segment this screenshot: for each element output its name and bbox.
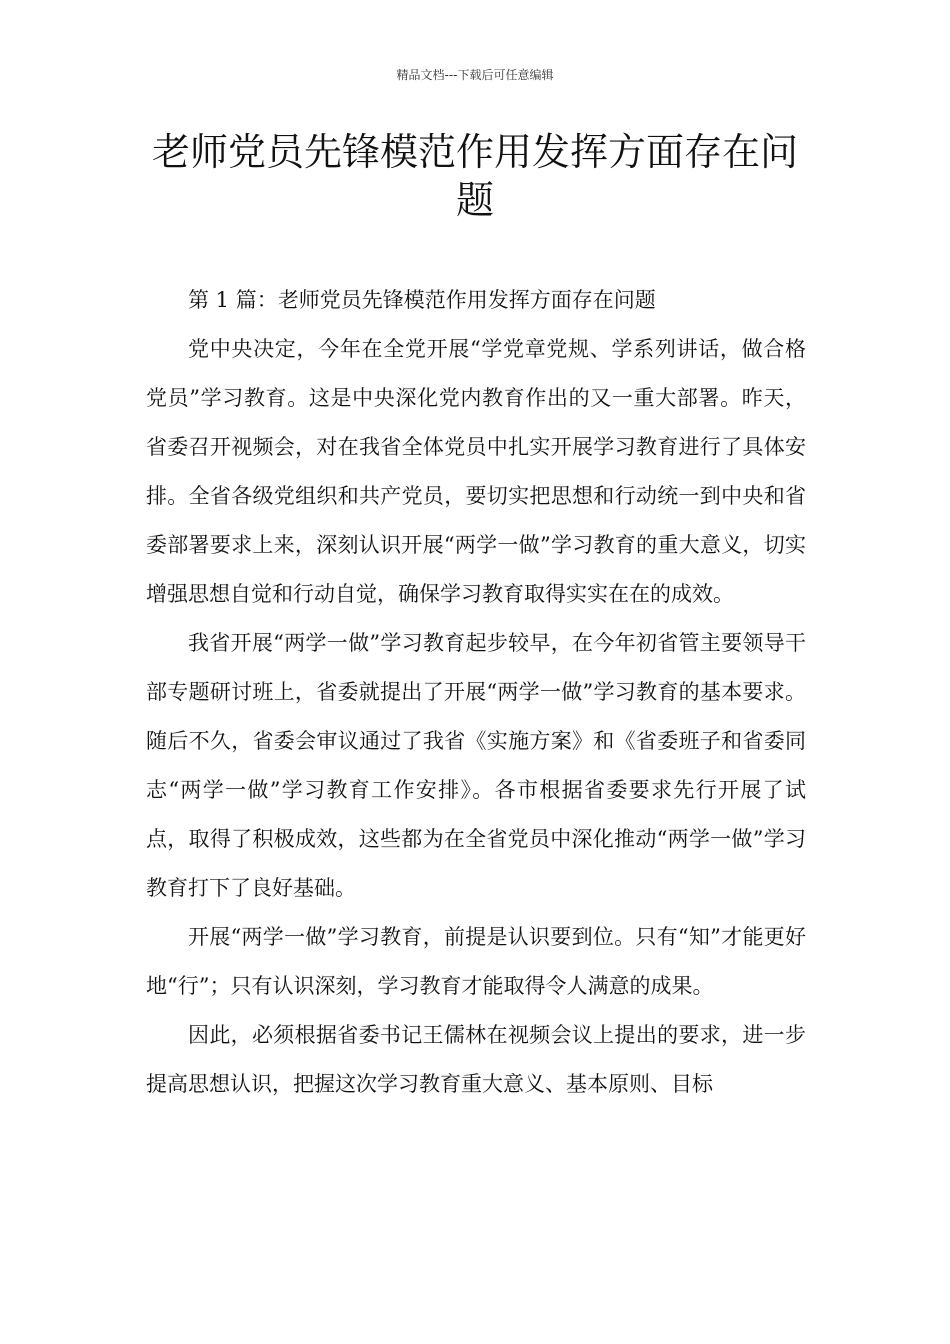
paragraph: 我省开展“两学一做”学习教育起步较早，在今年初省管主要领导干部专题研讨班上，省委就提出了开展“两学一做”学习教育的基本要求。随后不久，省委会审议通过了我省《实施方案》和《省委班子和省委同志“两学一做”学习教育工作安排》。各市根据省委要求先行开展了试点，取得了积极成效，这些都为在全省党员中深化推动“两学一做”学习教育打下了良好基础。 — [146, 631, 806, 900]
paragraph: 党中央决定，今年在全党开展“学党章党规、学系列讲话，做合格党员”学习教育。这是中央深化党内教育作出的又一重大部署。昨天，省委召开视频会，对在我省全体党员中扎实开展学习教育进行了具体安排。全省各级党组织和共产党员，要切实把思想和行动统一到中央和省委部署要求上来，深刻认识开展“两学一做”学习教育的重大意义，切实增强思想自觉和行动自觉，确保学习教育取得实实在在的成效。 — [146, 337, 806, 606]
paragraph: 因此，必须根据省委书记王儒林在视频会议上提出的要求，进一步提高思想认识，把握这次学习教育重大意义、基本原则、目标 — [146, 1023, 806, 1096]
header-note: 精品文档---下载后可任意编辑 — [396, 68, 554, 82]
document-body — [146, 276, 806, 1109]
section-heading: 第 1 篇：老师党员先锋模范作用发挥方面存在问题 — [188, 288, 656, 312]
paragraph: 开展“两学一做”学习教育，前提是认识要到位。只有“知”才能更好地“行”；只有认识深刻，学习教育才能取得令人满意的成果。 — [146, 925, 806, 998]
document-title: 老师党员先锋模范作用发挥方面存在问题 — [151, 130, 798, 222]
